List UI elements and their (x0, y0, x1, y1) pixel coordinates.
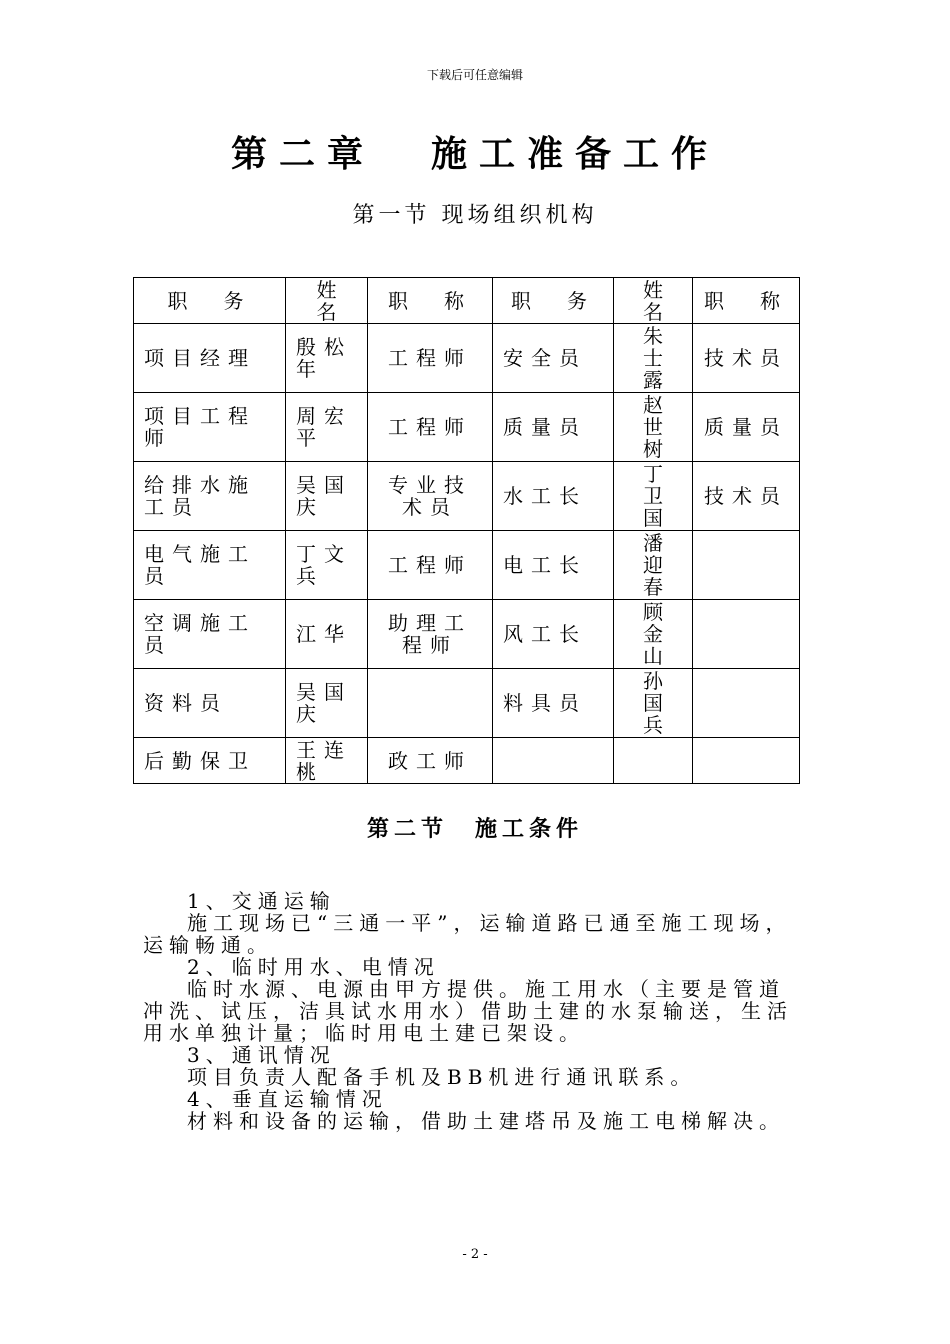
cell-position-2: 安全员 (493, 324, 614, 393)
table-row (134, 393, 800, 462)
cell-position-2 (493, 738, 614, 784)
cell-name: 吴国庆 (286, 669, 368, 738)
cell-name: 周宏平 (286, 393, 368, 462)
header-title: 职 称 (368, 278, 493, 324)
cell-title: 工程师 (368, 324, 493, 393)
cell-position: 资料员 (134, 669, 286, 738)
cell-name-2: 孙国兵 (614, 669, 693, 738)
cell-position: 电气施工员 (134, 531, 286, 600)
paragraph: 1、交通运输 (187, 889, 336, 913)
table-row (134, 324, 800, 393)
section1-title: 第一节 现场组织机构 (352, 203, 598, 228)
header-name-2: 姓名 (614, 278, 693, 324)
paragraph: 3、通讯情况 (187, 1043, 336, 1067)
table-row (134, 669, 800, 738)
table-row (134, 600, 800, 669)
table-row (134, 738, 800, 784)
chapter-number: 第二章 (230, 134, 375, 175)
cell-name-2: 朱士露 (614, 324, 693, 393)
cell-name: 殷松年 (286, 324, 368, 393)
cell-name-2 (614, 738, 693, 784)
header-title-2: 职 称 (693, 278, 800, 324)
cell-position-2: 风工长 (493, 600, 614, 669)
cell-position-2: 电工长 (493, 531, 614, 600)
body-text (143, 890, 808, 1132)
cell-position-2: 质量员 (493, 393, 614, 462)
page-number: - 2 - (462, 1247, 488, 1262)
cell-name: 丁文兵 (286, 531, 368, 600)
cell-title-2 (693, 738, 800, 784)
chapter-title (0, 126, 950, 177)
header-note: 下载后可任意编辑 (426, 68, 523, 82)
cell-title-2: 技术员 (693, 324, 800, 393)
cell-title-2 (693, 600, 800, 669)
paragraph: 材料和设备的运输，借助土建塔吊及施工电梯解决。 (187, 1109, 785, 1133)
cell-position: 后勤保卫 (134, 738, 286, 784)
cell-position-2: 料具员 (493, 669, 614, 738)
header-position-2: 职 务 (493, 278, 614, 324)
cell-title (368, 669, 493, 738)
cell-name: 吴国庆 (286, 462, 368, 531)
cell-position: 项目工程师 (134, 393, 286, 462)
cell-position: 项目经理 (134, 324, 286, 393)
cell-name-2: 潘迎春 (614, 531, 693, 600)
paragraph: 临时水源、电源由甲方提供。施工用水（主要是管道冲洗、试压，洁具试水用水）借助土建的水泵输送，生活用水单独计量；临时用电土建已架设。 (143, 977, 793, 1045)
paragraph: 2、临时用水、电情况 (187, 955, 440, 979)
paragraph: 施工现场已“三通一平”，运输道路已通至施工现场，运输畅通。 (143, 911, 792, 957)
table-row (134, 531, 800, 600)
chapter-name: 施工准备工作 (431, 134, 720, 175)
cell-title: 工程师 (368, 393, 493, 462)
cell-title: 工程师 (368, 531, 493, 600)
org-structure-table (133, 277, 800, 784)
cell-name: 江华 (286, 600, 368, 669)
cell-name: 王连桃 (286, 738, 368, 784)
cell-title-2 (693, 669, 800, 738)
cell-name-2: 顾金山 (614, 600, 693, 669)
cell-name-2: 丁卫国 (614, 462, 693, 531)
cell-position: 空调施工员 (134, 600, 286, 669)
cell-position: 给排水施工员 (134, 462, 286, 531)
header-name: 姓名 (286, 278, 368, 324)
table-header-row (134, 278, 800, 324)
cell-title-2: 质量员 (693, 393, 800, 462)
cell-position-2: 水工长 (493, 462, 614, 531)
cell-title: 政工师 (368, 738, 493, 784)
cell-title: 专业技术员 (368, 462, 493, 531)
paragraph: 4、垂直运输情况 (187, 1087, 388, 1111)
cell-title-2: 技术员 (693, 462, 800, 531)
section2-title: 第二节 施工条件 (366, 817, 583, 842)
paragraph: 项目负责人配备手机及BB机进行通讯联系。 (187, 1065, 697, 1089)
header-position: 职 务 (134, 278, 286, 324)
cell-title: 助理工程师 (368, 600, 493, 669)
table-row (134, 462, 800, 531)
cell-title-2 (693, 531, 800, 600)
cell-name-2: 赵世树 (614, 393, 693, 462)
